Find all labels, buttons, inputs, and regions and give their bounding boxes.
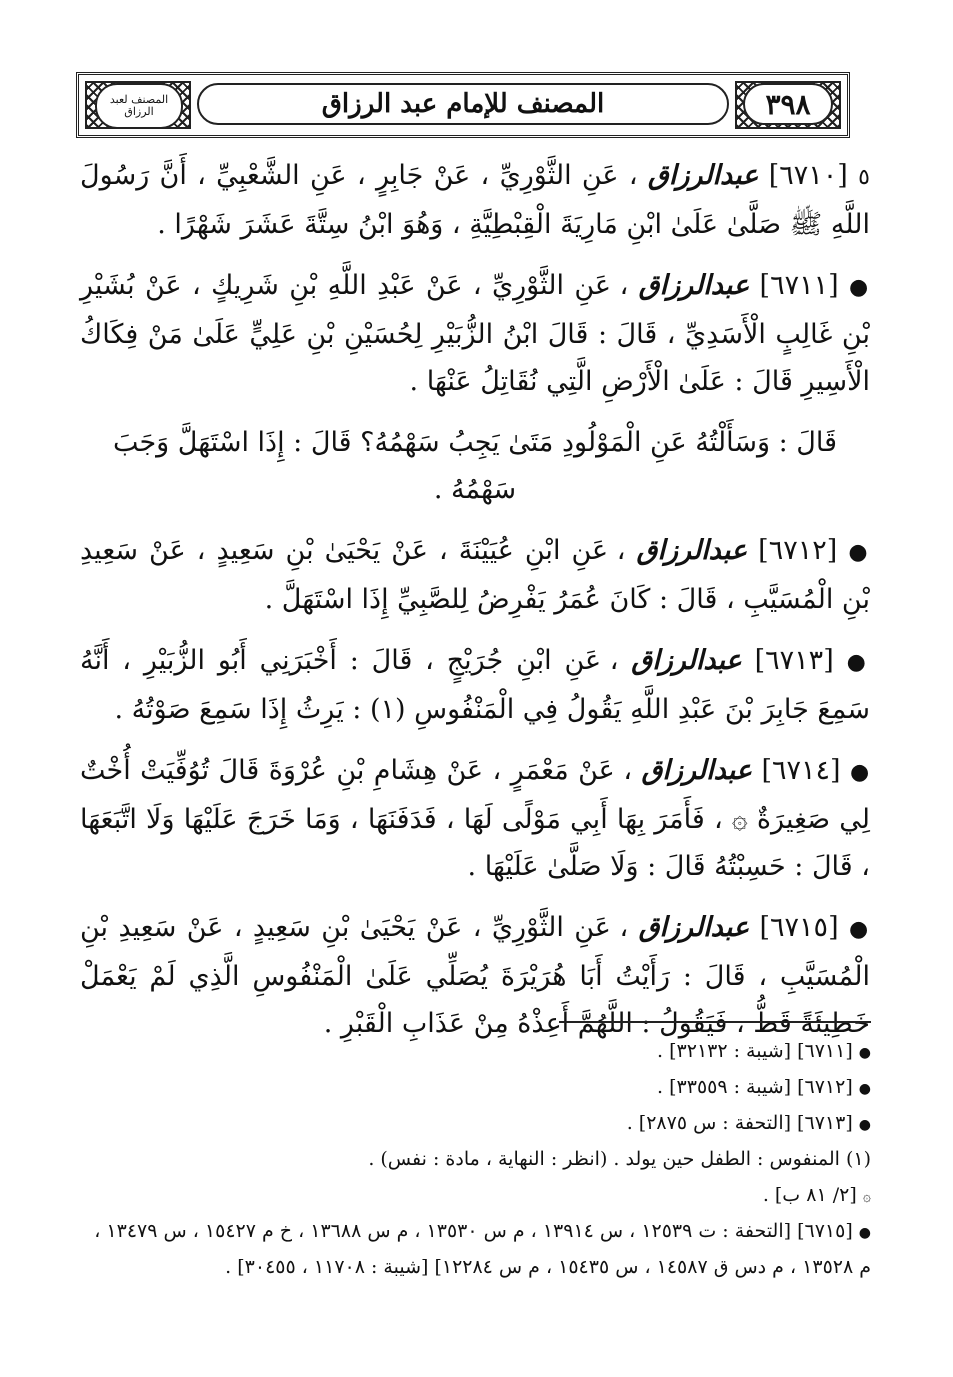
running-title: المصنف للإمام عبد الرزاق <box>197 83 729 125</box>
footnote-text: [٢/ ٨١ ب] . <box>762 1184 857 1206</box>
entry-text: ، عَنِ ابْنِ جُرَيْجٍ ، قَالَ : أَخْبَرَنِي أَبُو الزُّبَيْرِ ، أَنَّهُ سَمِعَ جَابِرَ بْنَ عَبْدِ اللَّهِ يَقُولُ فِي الْمَنْفُوسِ (١) : يَرِثُ إِذَا سَمِعَ صَوْتُهُ . <box>80 645 870 725</box>
narrator-name: عبدالرزاق <box>631 645 742 676</box>
narrator-name: عبدالرزاق <box>647 160 759 191</box>
footnote-6712 <box>81 1070 871 1106</box>
footnote-text: [٦٧١٢] [شيبة : ٣٣٥٥٩] . <box>657 1076 853 1098</box>
entry-text: ، عَنِ الثَّوْرِيِّ ، عَنْ عَبْدِ اللَّهِ بْنِ شَرِيكٍ ، عَنْ بُشَيْرِ بْنِ غَالِبٍ الْأَسَدِيِّ ، قَالَ : قَالَ ابْنُ الزُّبَيْرِ لِحُسَيْنِ بْنِ عَلِيٍّ عَلَىٰ مَنْ فِكَاكُ الْأَسِيرِ قَالَ : عَلَىٰ الْأَرْضِ الَّتِي نُقَاتِلُ عَنْهَا . <box>80 270 870 397</box>
entry-mark: ● <box>849 917 870 942</box>
entry-text: ، عَنْ مَعْمَرٍ ، عَنْ هِشَامِ بْنِ عُرْوَةَ قَالَ تُوُفِّيَتْ أُخْتٌ لِي صَغِيرَةٌ ۞ ، فَأَمَرَ بِهَا أَبِي مَوْلًى لَهَا ، فَدَفَنَهَا ، وَمَا خَرَجَ عَلَيْهَا وَلَا اتَّبَعَهَا ، قَالَ : حَسِبْتُهُ قَالَ : وَلَا صَلَّىٰ عَلَيْهَا . <box>80 755 870 882</box>
footnote-6715 <box>81 1214 871 1284</box>
entry-number: [٦٧١٤] <box>761 755 841 786</box>
hadith-entry-6710 <box>80 152 870 248</box>
footnote-mark: ● <box>858 1225 871 1241</box>
footnote-divider <box>559 1021 871 1023</box>
entry-mark: ● <box>849 275 870 300</box>
entry-text: ، عَنِ ابْنِ عُيَيْنَةَ ، عَنْ يَحْيَىٰ بْنِ سَعِيدٍ ، عَنْ سَعِيدِ بْنِ الْمُسَيَّبِ ، قَالَ : كَانَ عُمَرُ يَفْرِضُ لِلصَّبِيِّ إِذَا اسْتَهَلَّ . <box>80 535 870 615</box>
entry-number: [٦٧١٥] <box>759 912 839 943</box>
hadith-entry-6711 <box>80 262 870 405</box>
page-header <box>76 72 850 138</box>
footnote-6711 <box>81 1034 871 1070</box>
book-badge: المصنف لعبد الرزاق <box>95 83 183 129</box>
footnote-mark: ● <box>858 1081 871 1097</box>
footnote-6713 <box>81 1106 871 1142</box>
entry-text: ، عَنِ الثَّوْرِيِّ ، عَنْ يَحْيَىٰ بْنِ سَعِيدٍ ، عَنْ سَعِيدِ بْنِ الْمُسَيَّبِ ، قَالَ : رَأَيْتُ أَبَا هُرَيْرَةَ يُصَلِّي عَلَىٰ الْمَنْفُوسِ الَّذِي لَمْ يَعْمَلْ خَطِيئَةً قَطُّ ، فَيَقُولُ : اللَّهُمَّ أَعِذْهُ مِنْ عَذَابِ الْقَبْرِ . <box>80 912 870 1039</box>
entry-text: ، عَنِ الثَّوْرِيِّ ، عَنْ جَابِرٍ ، عَنِ الشَّعْبِيِّ ، أَنَّ رَسُولَ اللَّهِ ﷺ صَلَّىٰ عَلَىٰ ابْنِ مَارِيَةَ الْقِبْطِيَّةِ ، وَهُوَ ابْنُ سِتَّةَ عَشَرَ شَهْرًا . <box>80 160 870 240</box>
footnote-mark: ● <box>858 1045 871 1061</box>
footnote-manuscript-ref <box>81 1178 871 1214</box>
footnote-munfus <box>81 1142 871 1178</box>
footnote-text: [٦٧١٥] [التحفة : ت ١٢٥٣٩ ، س ١٣٩١٤ ، م س ١٣٥٣٠ ، م س ١٣٦٨٨ ، خ م ١٥٤٢٧ ، س ١٣٤٧٩ ، م ١٣٥٢٨ ، م دس ق ١٤٥٨٧ ، س ١٥٤٣٥ ، م س ١٢٢٨٤] [شيبة : ١١٧٠٨ ، ٣٠٤٥٥] . <box>94 1220 871 1278</box>
narrator-name: عبدالرزاق <box>638 270 750 301</box>
footnote-text: [٦٧١٣] [التحفة : س ٢٨٧٥] . <box>626 1112 853 1134</box>
entry-mark: ● <box>848 540 870 565</box>
entry-number: [٦٧١٣] <box>754 645 834 676</box>
entry-mark: ٥ <box>858 165 870 190</box>
entry-mark: ● <box>849 760 870 785</box>
entry-number: [٦٧١١] <box>759 270 839 301</box>
hadith-entry-6713 <box>80 637 870 733</box>
page-number: ٣٩٨ <box>743 83 833 125</box>
narrator-name: عبدالرزاق <box>636 535 748 566</box>
main-text <box>80 152 870 1061</box>
hadith-entry-6715 <box>80 904 870 1047</box>
footnote-mark: ۞ <box>862 1189 871 1205</box>
footnote-text: (١) المنفوس : الطفل حين يولد . (انظر : النهاية ، مادة : نفس) . <box>368 1148 871 1170</box>
footnote-text: [٦٧١١] [شيبة : ٣٢١٣٢] . <box>657 1040 853 1062</box>
entry-number: [٦٧١٢] <box>758 535 838 566</box>
entry-number: [٦٧١٠] <box>768 160 848 191</box>
footnote-mark: ● <box>858 1117 871 1133</box>
footnotes <box>81 1034 871 1284</box>
narrator-name: عبدالرزاق <box>638 912 750 943</box>
entry-mark: ● <box>846 650 870 675</box>
narrator-name: عبدالرزاق <box>641 755 753 786</box>
hadith-entry-6712 <box>80 527 870 623</box>
hadith-entry-6714 <box>80 747 870 890</box>
hadith-6711-continuation: قَالَ : وَسَأَلْتُهُ عَنِ الْمَوْلُودِ مَتَىٰ يَجِبُ سَهْمُهُ؟ قَالَ : إِذَا اسْتَهَلَّ وَجَبَ سَهْمُهُ . <box>112 427 838 505</box>
